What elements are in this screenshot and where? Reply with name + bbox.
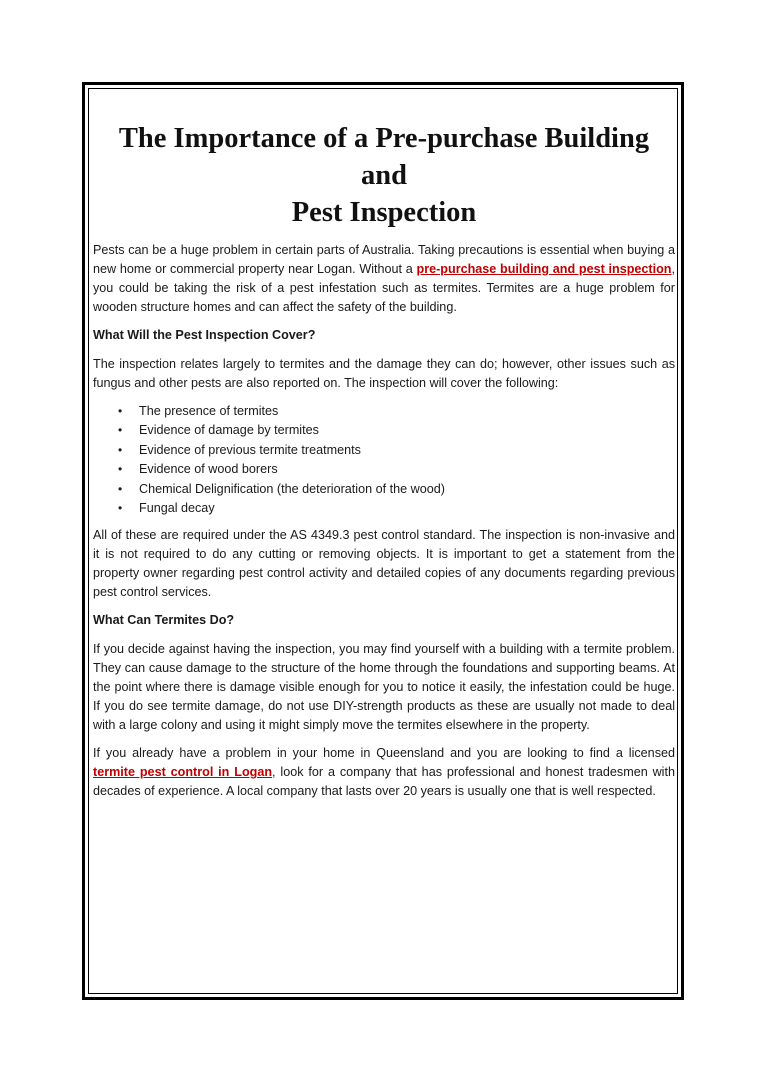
bullet-icon: • bbox=[118, 423, 123, 438]
bullet-icon: • bbox=[118, 501, 123, 516]
document-content bbox=[93, 120, 675, 810]
section-heading-inspection-cover: What Will the Pest Inspection Cover? bbox=[93, 328, 316, 342]
list-item-text: Chemical Delignification (the deterioration of the wood) bbox=[139, 481, 445, 496]
list-item bbox=[93, 499, 675, 518]
termites-paragraph: If you decide against having the inspection, you may find yourself with a building with a termite problem. They can cause damage to the structure of the home through the foundations and supporting beams. At the point where there is damage visible enough for you to notice it easily, the infestation could be huge. If you do see termite damage, do not use DIY-strength products as these are usually not made to deal with a large colony and using it might simply move the termites elsewhere in the property. bbox=[93, 642, 675, 733]
list-item bbox=[93, 402, 675, 421]
list-item bbox=[93, 421, 675, 440]
bullet-icon: • bbox=[118, 442, 123, 457]
title-line-2: Pest Inspection bbox=[291, 197, 477, 228]
closing-text-end: , look for a company that has professional and honest tradesmen with decades of experience. A local company that lasts over 20 years is usually one that is well respected. bbox=[93, 765, 675, 799]
bullet-icon: • bbox=[118, 404, 123, 418]
section-heading-termites: What Can Termites Do? bbox=[93, 613, 235, 628]
list-item bbox=[93, 460, 675, 479]
intro-text-end: , you could be taking the risk of a pest infestation such as termites. Termites are a huge problem for wooden structure homes and can affect the safety of the building. bbox=[93, 262, 675, 314]
closing-paragraph bbox=[93, 744, 675, 801]
pre-purchase-inspection-link[interactable]: pre-purchase building and pest inspection bbox=[416, 262, 672, 276]
closing-text-start: If you already have a problem in your home in Queensland and you are looking to find a licensed bbox=[93, 746, 675, 761]
document-title bbox=[93, 120, 675, 231]
inspection-paragraph: The inspection relates largely to termites and the damage they can do; however, other issues such as fungus and other pests are also reported on. The inspection will cover the following: bbox=[93, 357, 675, 390]
intro-paragraph bbox=[93, 241, 675, 317]
list-item-text: The presence of termites bbox=[139, 404, 279, 418]
termite-pest-control-link[interactable]: termite pest control in Logan bbox=[93, 765, 273, 780]
list-item-text: Evidence of damage by termites bbox=[139, 423, 319, 438]
inspection-bullet-list bbox=[93, 402, 675, 518]
list-item-text: Evidence of wood borers bbox=[139, 462, 278, 477]
bullet-icon: • bbox=[118, 481, 123, 496]
bullet-icon: • bbox=[118, 462, 123, 477]
intro-text-start: Pests can be a huge problem in certain parts of Australia. Taking precautions is essential when buying a new home or commercial property near Logan. Without a bbox=[93, 243, 675, 276]
list-item bbox=[93, 480, 675, 499]
title-line-1: The Importance of a Pre-purchase Building and bbox=[118, 123, 650, 191]
list-item-text: Fungal decay bbox=[139, 501, 215, 516]
list-item-text: Evidence of previous termite treatments bbox=[139, 442, 361, 457]
list-item bbox=[93, 441, 675, 460]
standard-paragraph: All of these are required under the AS 4349.3 pest control standard. The inspection is non-invasive and it is not required to do any cutting or removing objects. It is important to get a statement from the property owner regarding pest control activity and detailed copies of any documents regarding previous pest control services. bbox=[93, 528, 675, 600]
